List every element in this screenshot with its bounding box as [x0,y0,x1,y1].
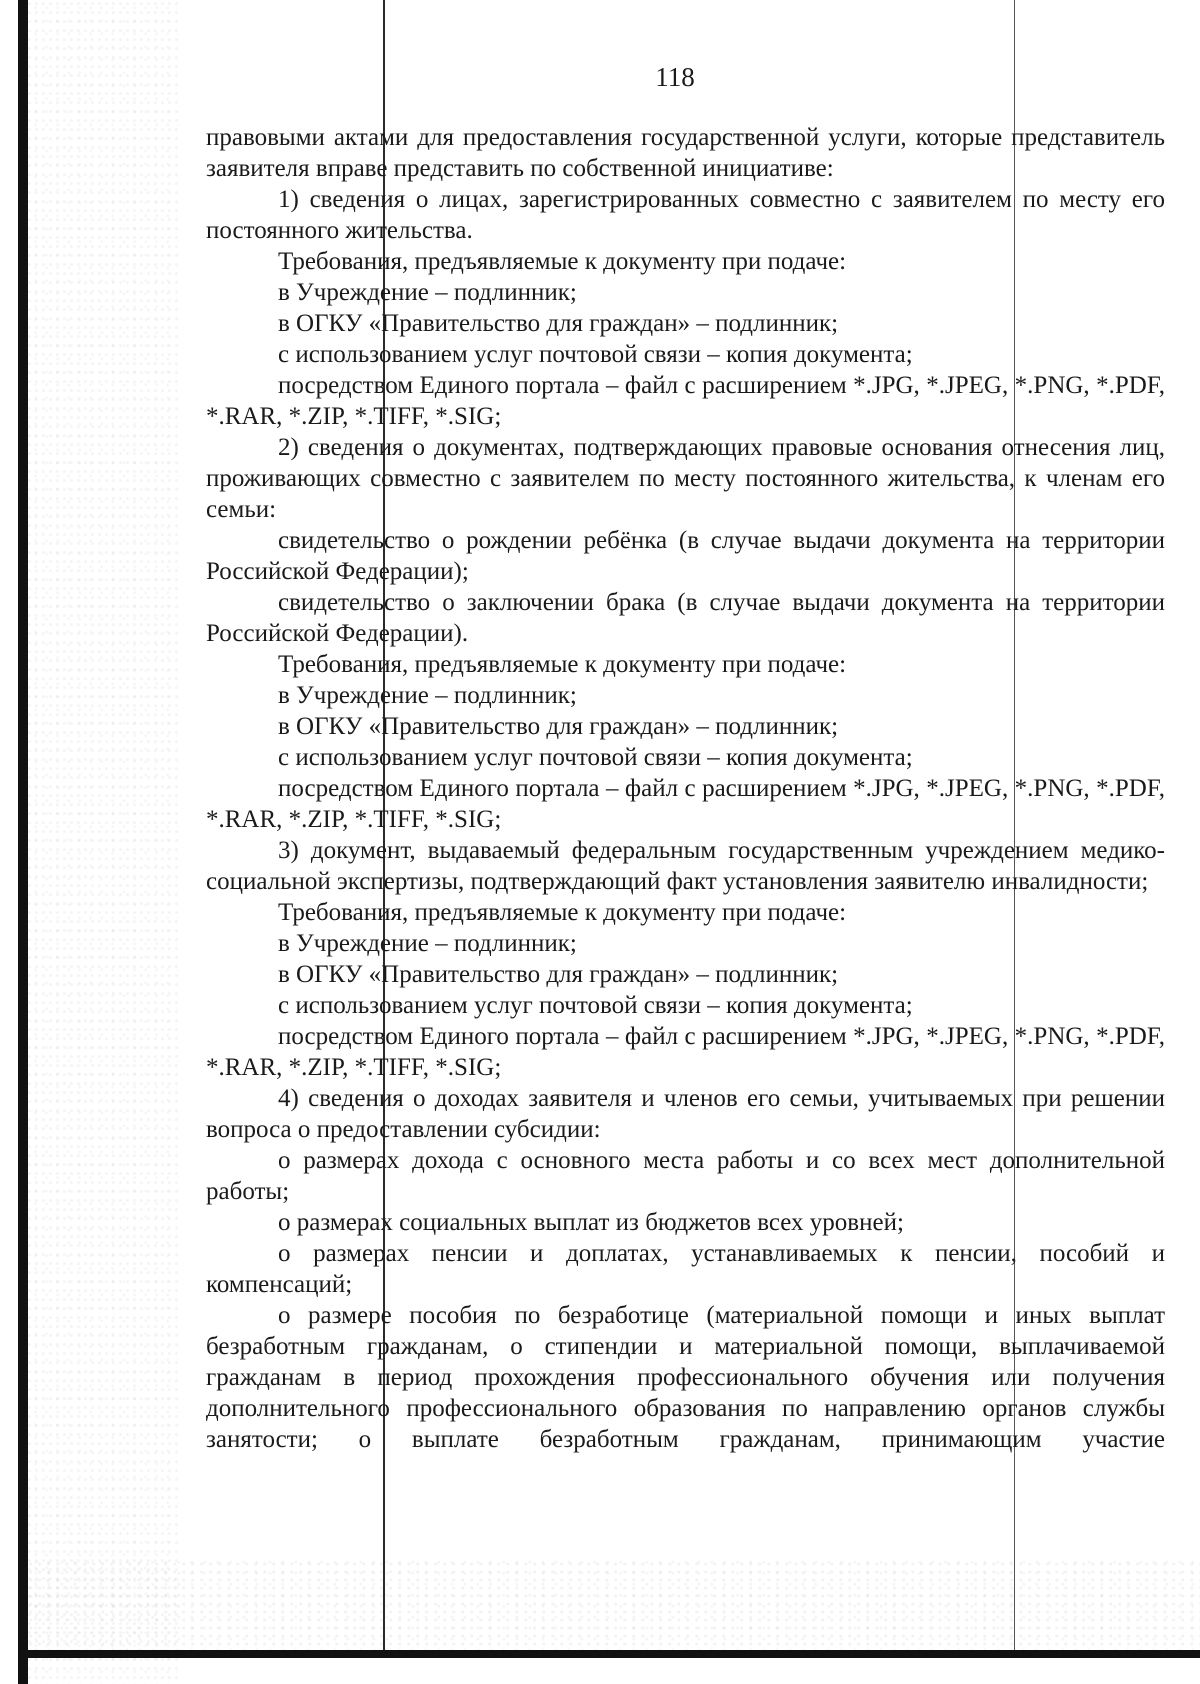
paragraph: правовыми актами для предоставления государственной услуги, которые представитель заявителя вправе представить по собственной инициативе: [206,124,1165,182]
paragraph: 2) сведения о документах, подтверждающих правовые основания отнесения лиц, проживающих совместно с заявителем по месту постоянного жительства, к членам его семьи: [206,434,1165,523]
page-number [0,62,1200,93]
paragraph: в ОГКУ «Правительство для граждан» – подлинник; [278,310,839,337]
paragraph: Требования, предъявляемые к документу при подаче: [278,899,847,926]
paragraph: свидетельство о рождении ребёнка (в случае выдачи документа на территории Российской Федерации); [206,527,1165,585]
paragraph: с использованием услуг почтовой связи – копия документа; [278,341,913,368]
scan-noise-left [28,0,178,1684]
paragraph: о размерах социальных выплат из бюджетов всех уровней; [278,1209,904,1236]
paragraph: с использованием услуг почтовой связи – копия документа; [278,992,913,1019]
scan-edge-bottom [18,1650,1200,1658]
paragraph: 1) сведения о лицах, зарегистрированных совместно с заявителем по месту его постоянного жительства. [206,186,1165,244]
document-body [206,122,1165,1455]
paragraph: в Учреждение – подлинник; [278,930,577,957]
page-number-text: 118 [655,62,695,92]
paragraph: в ОГКУ «Правительство для граждан» – подлинник; [278,961,839,988]
paragraph: в Учреждение – подлинник; [278,682,577,709]
paragraph: в Учреждение – подлинник; [278,279,577,306]
paragraph: 3) документ, выдаваемый федеральным государственным учреждением медико-социальной экспертизы, подтверждающий факт установления заявителю инвалидности; [206,837,1165,895]
paragraph: о размере пособия по безработице (материальной помощи и иных выплат безработным гражданам, о стипендии и материальной помощи, выплачиваемой гражданам в период прохождения профессионального обучения или получения дополнительного профессионального образования по направлению органов службы занятости; о выплате безработным гражданам, принимающим участие [206,1302,1165,1453]
paragraph: посредством Единого портала – файл с расширением *.JPG, *.JPEG, *.PNG, *.PDF, *.RAR, *.ZIP, *.TIFF, *.SIG; [206,1023,1165,1081]
paragraph: Требования, предъявляемые к документу при подаче: [278,651,847,678]
paragraph: Требования, предъявляемые к документу при подаче: [278,248,847,275]
paragraph: 4) сведения о доходах заявителя и членов его семьи, учитываемых при решении вопроса о предоставлении субсидии: [206,1085,1165,1143]
paragraph: о размерах дохода с основного места работы и со всех мест дополнительной работы; [206,1147,1165,1205]
scan-edge-left [18,0,28,1684]
paragraph: с использованием услуг почтовой связи – копия документа; [278,744,913,771]
paragraph: о размерах пенсии и доплатах, устанавливаемых к пенсии, пособий и компенсаций; [206,1240,1165,1298]
paragraph: в ОГКУ «Правительство для граждан» – подлинник; [278,713,839,740]
paragraph: посредством Единого портала – файл с расширением *.JPG, *.JPEG, *.PNG, *.PDF, *.RAR, *.ZIP, *.TIFF, *.SIG; [206,372,1165,430]
paragraph: свидетельство о заключении брака (в случае выдачи документа на территории Российской Федерации). [206,589,1165,647]
scan-noise-bottom [28,1560,1200,1650]
paragraph: посредством Единого портала – файл с расширением *.JPG, *.JPEG, *.PNG, *.PDF, *.RAR, *.ZIP, *.TIFF, *.SIG; [206,775,1165,833]
